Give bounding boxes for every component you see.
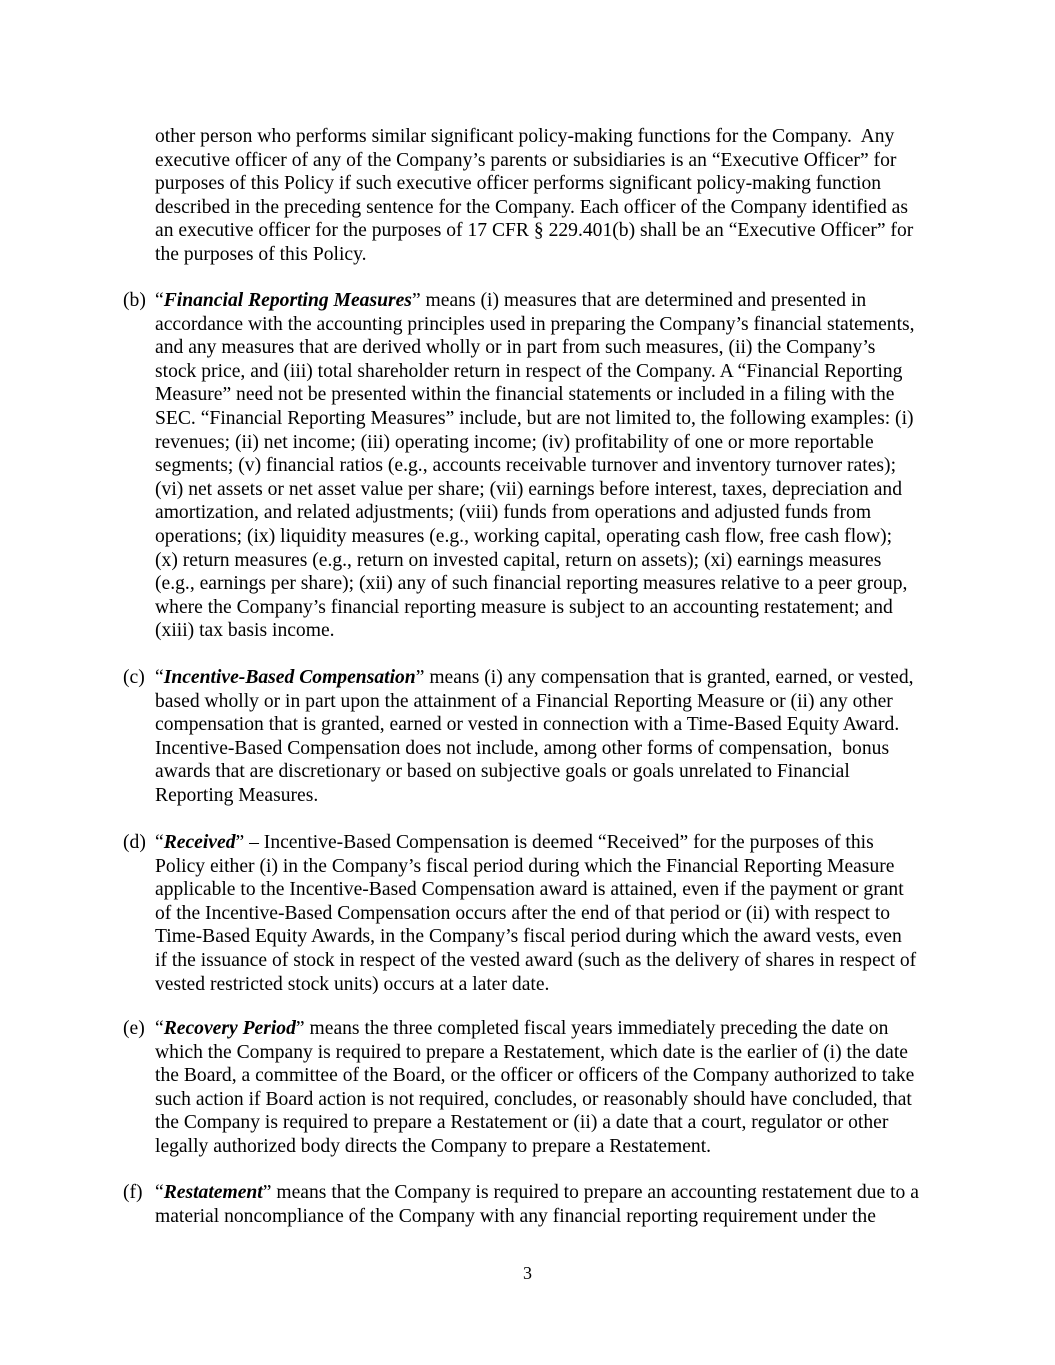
defined-term: Restatement <box>163 1182 263 1203</box>
defined-term: Incentive-Based Compensation <box>163 667 416 688</box>
open-quote: “ <box>155 1018 164 1039</box>
paragraph-line: stock price, and (iii) total shareholder return in respect of the Company. A “Financial Reporting <box>155 360 903 382</box>
defined-term: Received <box>163 832 236 853</box>
paragraph-line: the purposes of this Policy. <box>155 243 367 265</box>
definition-first-line <box>0 1181 1055 1205</box>
list-marker: (b) <box>123 290 146 311</box>
definition-received <box>0 831 1055 996</box>
definition-text: ” means that the Company is required to prepare an accounting restatement due to a <box>262 1182 919 1203</box>
paragraph-line: purposes of this Policy if such executive officer performs significant policy-making function <box>155 173 882 195</box>
list-marker: (d) <box>123 832 146 853</box>
definition-first-line <box>0 831 1055 855</box>
defined-term: Recovery Period <box>163 1018 296 1039</box>
paragraph-line: (vi) net assets or net asset value per share; (vii) earnings before interest, taxes, depreciation and <box>155 478 902 500</box>
page-number: 3 <box>523 1263 532 1283</box>
open-quote: “ <box>155 1182 164 1203</box>
intro-paragraph <box>0 125 1055 267</box>
paragraph-line: revenues; (ii) net income; (iii) operating income; (iv) profitability of one or more reportable <box>155 431 874 453</box>
list-marker: (e) <box>123 1018 145 1039</box>
paragraph-line: executive officer of any of the Company’s parents or subsidiaries is an “Executive Officer” for <box>155 149 897 171</box>
paragraph-line: applicable to the Incentive-Based Compensation award is attained, even if the payment or grant <box>155 879 904 901</box>
paragraph-line: Measure” need not be presented within the financial statements or included in a filing with the <box>155 384 895 406</box>
definition-first-line <box>0 666 1055 690</box>
paragraph-line: compensation that is granted, earned or vested in connection with a Time-Based Equity Award. <box>155 714 900 736</box>
paragraph-line: (xiii) tax basis income. <box>155 620 335 642</box>
paragraph-line: such action if Board action is not required, concludes, or reasonably should have concluded, that <box>155 1088 912 1110</box>
paragraph-line: based wholly or in part upon the attainment of a Financial Reporting Measure or (ii) any other <box>155 690 893 712</box>
definition-text: ” means (i) measures that are determined and presented in <box>411 290 867 311</box>
definition-first-line <box>0 1017 1055 1041</box>
paragraph-line: Time-Based Equity Awards, in the Company’s fiscal period during which the award vests, even <box>155 926 902 948</box>
paragraph-line: legally authorized body directs the Company to prepare a Restatement. <box>155 1135 712 1157</box>
paragraph-line: material noncompliance of the Company with any financial reporting requirement under the <box>155 1205 876 1227</box>
definition-financial-reporting-measures <box>0 289 1055 643</box>
definition-incentive-based-compensation <box>0 666 1055 808</box>
list-marker: (c) <box>123 667 145 688</box>
paragraph-line: amortization, and related adjustments; (viii) funds from operations and adjusted funds from <box>155 502 872 524</box>
paragraph-line: (x) return measures (e.g., return on invested capital, return on assets); (xi) earnings measures <box>155 549 882 571</box>
open-quote: “ <box>155 290 164 311</box>
paragraph-line: awards that are discretionary or based on subjective goals or goals unrelated to Financial <box>155 761 850 783</box>
paragraph-line: other person who performs similar significant policy-making functions for the Company. Any <box>155 126 895 147</box>
definition-text: ” – Incentive-Based Compensation is deemed “Received” for the purposes of this <box>235 832 874 853</box>
definition-text: ” means the three completed fiscal years immediately preceding the date on <box>295 1018 889 1039</box>
paragraph-line: where the Company’s financial reporting measure is subject to an accounting restatement; and <box>155 596 893 618</box>
open-quote: “ <box>155 832 164 853</box>
open-quote: “ <box>155 667 164 688</box>
paragraph-line: (e.g., earnings per share); (xii) any of such financial reporting measures relative to a peer group, <box>155 573 908 595</box>
paragraph-line: described in the preceding sentence for the Company. Each officer of the Company identified as <box>155 196 909 218</box>
paragraph-line: Policy either (i) in the Company’s fiscal period during which the Financial Reporting Measure <box>155 855 895 877</box>
paragraph-line: Incentive-Based Compensation does not include, among other forms of compensation, bonus <box>155 737 890 759</box>
definition-recovery-period <box>0 1017 1055 1159</box>
paragraph-line: if the issuance of stock in respect of the vested award (such as the delivery of shares in respect of <box>155 949 917 971</box>
definition-first-line <box>0 289 1055 313</box>
definition-text: ” means (i) any compensation that is granted, earned, or vested, <box>415 667 914 688</box>
definition-restatement <box>0 1181 1055 1228</box>
paragraph-line: the Company is required to prepare a Restatement or (ii) a date that a court, regulator or other <box>155 1112 889 1134</box>
paragraph-line: Reporting Measures. <box>155 784 319 806</box>
list-marker: (f) <box>123 1182 143 1203</box>
paragraph-line: operations; (ix) liquidity measures (e.g., working capital, operating cash flow, free cash flow); <box>155 525 893 547</box>
paragraph-line: segments; (v) financial ratios (e.g., accounts receivable turnover and inventory turnover rates); <box>155 455 897 477</box>
paragraph-line: of the Incentive-Based Compensation occurs after the end of that period or (ii) with respect to <box>155 902 891 924</box>
paragraph-line: vested restricted stock units) occurs at a later date. <box>155 973 550 995</box>
paragraph-line: accordance with the accounting principles used in preparing the Company’s financial statements, <box>155 313 915 335</box>
paragraph-line: SEC. “Financial Reporting Measures” include, but are not limited to, the following examples: (i) <box>155 407 914 429</box>
paragraph-line: which the Company is required to prepare a Restatement, which date is the earlier of (i) the date <box>155 1041 908 1063</box>
defined-term: Financial Reporting Measures <box>163 290 412 311</box>
paragraph-line: the Board, a committee of the Board, or the officer or officers of the Company authorized to take <box>155 1065 915 1087</box>
paragraph-line: and any measures that are derived wholly or in part from such measures, (ii) the Company’s <box>155 337 876 359</box>
paragraph-line: an executive officer for the purposes of 17 CFR § 229.401(b) shall be an “Executive Officer” for <box>155 220 914 242</box>
